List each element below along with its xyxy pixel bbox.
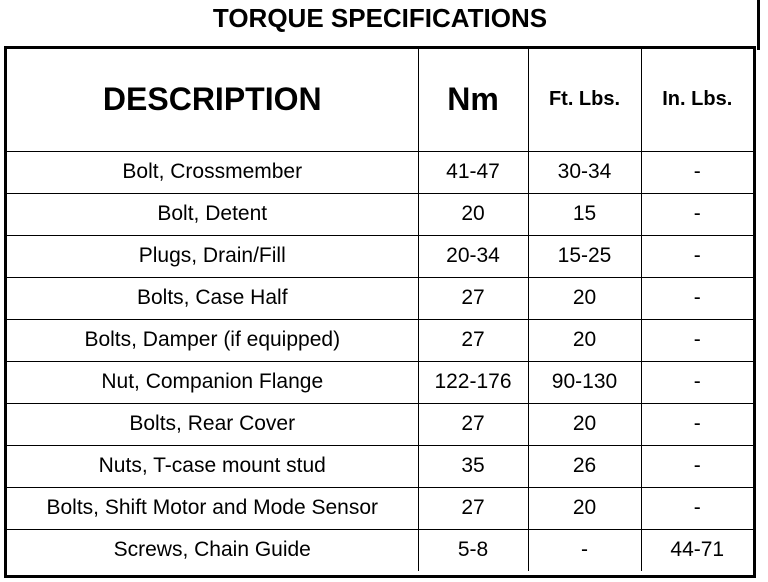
cell-in-lbs: -	[641, 235, 753, 277]
page-edge-divider	[757, 0, 760, 50]
table-row	[7, 319, 753, 361]
table-row	[7, 529, 753, 571]
table-row	[7, 151, 753, 193]
cell-nm: 20	[418, 193, 528, 235]
table-row	[7, 403, 753, 445]
cell-ft-lbs: 15-25	[528, 235, 641, 277]
header-ft-lbs: Ft. Lbs.	[528, 49, 641, 151]
cell-description: Nuts, T-case mount stud	[7, 445, 418, 487]
cell-ft-lbs: 20	[528, 403, 641, 445]
torque-spec-table	[7, 49, 753, 571]
cell-in-lbs: -	[641, 487, 753, 529]
table-row	[7, 235, 753, 277]
header-in-lbs: In. Lbs.	[641, 49, 753, 151]
cell-nm: 5-8	[418, 529, 528, 571]
cell-in-lbs: -	[641, 277, 753, 319]
cell-description: Bolts, Case Half	[7, 277, 418, 319]
cell-ft-lbs: -	[528, 529, 641, 571]
cell-ft-lbs: 20	[528, 487, 641, 529]
cell-nm: 41-47	[418, 151, 528, 193]
table-row	[7, 193, 753, 235]
cell-nm: 35	[418, 445, 528, 487]
cell-description: Bolts, Shift Motor and Mode Sensor	[7, 487, 418, 529]
cell-ft-lbs: 20	[528, 277, 641, 319]
cell-description: Plugs, Drain/Fill	[7, 235, 418, 277]
table-row	[7, 487, 753, 529]
cell-ft-lbs: 15	[528, 193, 641, 235]
cell-nm: 27	[418, 277, 528, 319]
cell-nm: 122-176	[418, 361, 528, 403]
cell-nm: 27	[418, 403, 528, 445]
header-description: DESCRIPTION	[7, 49, 418, 151]
cell-description: Bolts, Rear Cover	[7, 403, 418, 445]
cell-in-lbs: 44-71	[641, 529, 753, 571]
table-row	[7, 445, 753, 487]
cell-description: Bolt, Detent	[7, 193, 418, 235]
cell-ft-lbs: 26	[528, 445, 641, 487]
cell-description: Bolts, Damper (if equipped)	[7, 319, 418, 361]
cell-in-lbs: -	[641, 445, 753, 487]
table-row	[7, 361, 753, 403]
cell-nm: 27	[418, 487, 528, 529]
table-header-row	[7, 49, 753, 151]
cell-description: Screws, Chain Guide	[7, 529, 418, 571]
cell-nm: 27	[418, 319, 528, 361]
cell-in-lbs: -	[641, 361, 753, 403]
cell-ft-lbs: 90-130	[528, 361, 641, 403]
cell-in-lbs: -	[641, 193, 753, 235]
cell-description: Nut, Companion Flange	[7, 361, 418, 403]
cell-ft-lbs: 30-34	[528, 151, 641, 193]
cell-ft-lbs: 20	[528, 319, 641, 361]
cell-in-lbs: -	[641, 403, 753, 445]
cell-description: Bolt, Crossmember	[7, 151, 418, 193]
cell-in-lbs: -	[641, 319, 753, 361]
page-title: TORQUE SPECIFICATIONS	[212, 3, 548, 33]
cell-in-lbs: -	[641, 151, 753, 193]
table-row	[7, 277, 753, 319]
header-nm: Nm	[418, 49, 528, 151]
cell-nm: 20-34	[418, 235, 528, 277]
